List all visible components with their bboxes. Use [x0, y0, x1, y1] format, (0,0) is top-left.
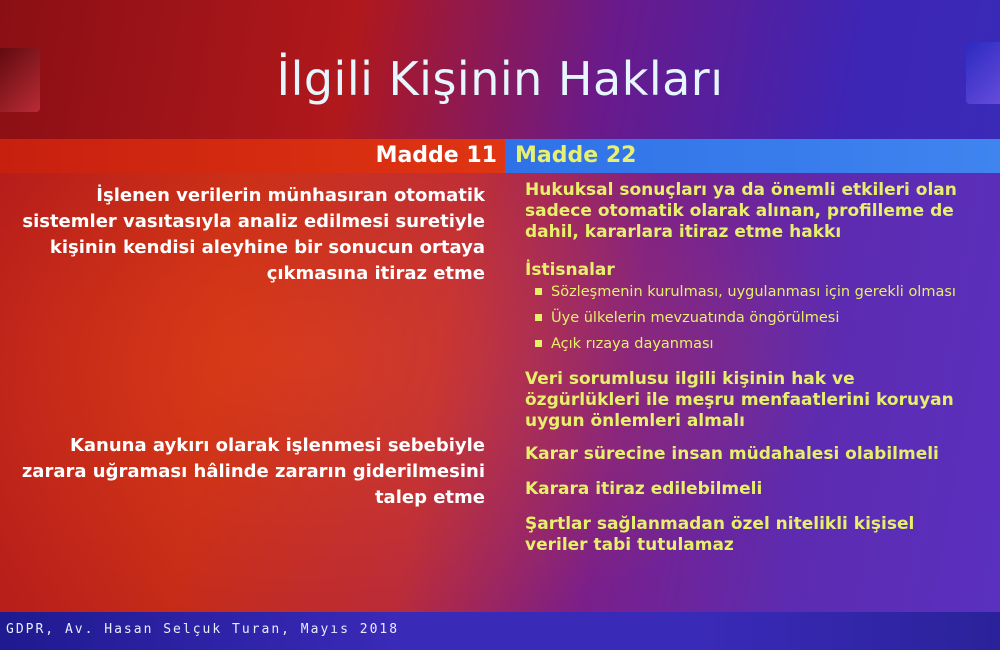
- exceptions-list: [525, 283, 975, 353]
- list-item: [525, 335, 975, 353]
- right-paragraph-1: Hukuksal sonuçları ya da önemli etkileri olan sadece otomatik olarak alınan, profilleme de dahil, kararlara itiraz etme hakkı: [525, 180, 957, 242]
- left-text-block-1: İşlenen verilerin münhasıran otomatik sistemler vasıtasıyla analiz edilmesi suretiyle kişinin kendisi aleyhine bir sonucun ortaya çıkmasına itiraz etme: [22, 185, 485, 284]
- right-column: [525, 180, 975, 568]
- madde-11-label: Madde 11: [375, 143, 497, 168]
- right-paragraph-2: Veri sorumlusu ilgili kişinin hak ve özgürlükleri ile meşru menfaatlerini koruyan uygun önlemleri almalı: [525, 369, 954, 431]
- right-paragraph-5: Şartlar sağlanmadan özel nitelikli kişisel veriler tabi tutulamaz: [525, 514, 915, 555]
- bullet-icon: [535, 288, 542, 295]
- footer-text: GDPR, Av. Hasan Selçuk Turan, Mayıs 2018: [6, 622, 400, 637]
- list-item-text: Açık rızaya dayanması: [551, 336, 714, 352]
- list-item: [525, 283, 975, 301]
- column-header-right: [505, 139, 1000, 173]
- slide-title: İlgili Kişinin Hakları: [276, 52, 724, 106]
- list-item-text: Üye ülkelerin mevzuatında öngörülmesi: [551, 310, 840, 326]
- footer-band: [0, 612, 1000, 650]
- left-text-block-2: Kanuna aykırı olarak işlenmesi sebebiyle zarara uğraması hâlinde zararın giderilmesini talep etme: [21, 435, 485, 508]
- list-item-text: Sözleşmenin kurulması, uygulanması için gerekli olması: [551, 284, 956, 300]
- madde-22-label: Madde 22: [515, 143, 637, 168]
- column-header-left: [0, 139, 505, 173]
- bullet-icon: [535, 314, 542, 321]
- right-paragraph-4: Karara itiraz edilebilmeli: [525, 479, 763, 499]
- right-paragraph-3: Karar sürecine insan müdahalesi olabilmeli: [525, 444, 939, 464]
- exceptions-heading: İstisnalar: [525, 260, 615, 280]
- list-item: [525, 309, 975, 327]
- bullet-icon: [535, 340, 542, 347]
